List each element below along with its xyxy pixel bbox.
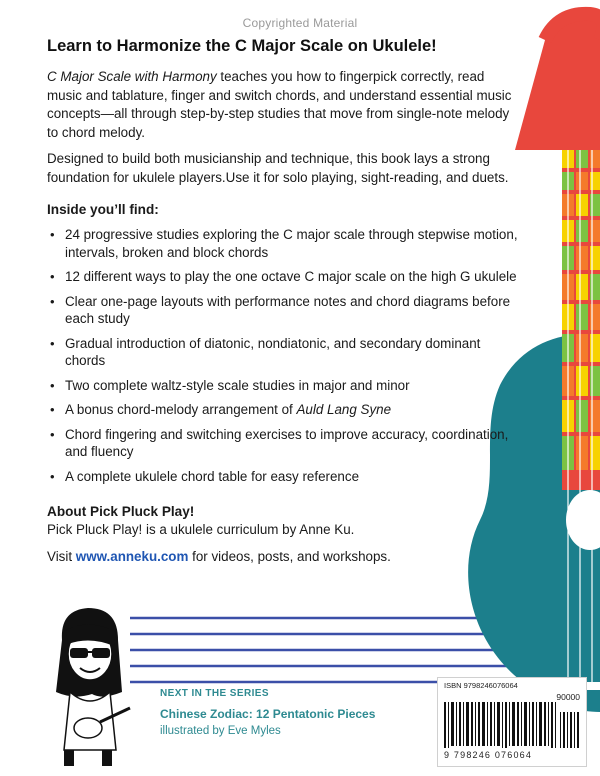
next-in-series	[160, 688, 440, 738]
list-item: • A bonus chord-melody arrangement of Auld Lang Syne	[47, 401, 522, 419]
list-item: • Gradual introduction of diatonic, nondiatonic, and secondary dominant chords	[47, 335, 522, 370]
list-item: • Chord fingering and switching exercises to improve accuracy, coordination, and fluency	[47, 426, 522, 461]
list-item: • A complete ukulele chord table for easy reference	[47, 468, 522, 486]
about-heading: About Pick Pluck Play!	[47, 504, 195, 519]
next-series-illustrator: illustrated by Eve Myles	[160, 725, 281, 737]
barcode-box	[437, 677, 587, 767]
about-text: Pick Pluck Play! is a ukulele curriculum by Anne Ku.	[47, 522, 355, 537]
isbn-label: ISBN 9798246076064	[444, 681, 518, 690]
next-series-title: Chinese Zodiac: 12 Pentatonic Pieces	[160, 707, 376, 721]
price-code: 90000	[556, 692, 580, 702]
next-series-label: NEXT IN THE SERIES	[160, 688, 269, 699]
main-content	[47, 36, 522, 566]
list-item: • Two complete waltz-style scale studies in major and minor	[47, 377, 522, 395]
barcode-icon	[444, 692, 580, 750]
list-item: • 24 progressive studies exploring the C major scale through stepwise motion, intervals, broken and block chords	[47, 226, 522, 261]
list-item: • Clear one-page layouts with performance notes and chord diagrams before each study	[47, 293, 522, 328]
intro-text: teaches you how to fingerpick correctly, read music and tablature, finger and switch chords, and understand essential music concepts—all through step-by-step studies that move from single-note melody to chord melody.	[47, 69, 512, 140]
visit-line: Visit www.anneku.com for videos, posts, and workshops.	[47, 548, 391, 564]
feature-list	[47, 226, 522, 485]
book-title-italic: C Major Scale with Harmony	[47, 69, 217, 84]
description-paragraph: Designed to build both musicianship and technique, this book lays a strong foundation for ukulele players.Use it for solo playing, sight-reading, and duets.	[47, 151, 509, 185]
inside-heading: Inside you’ll find:	[47, 202, 159, 217]
copyright-watermark: Copyrighted Material	[242, 16, 358, 30]
song-title-italic: Auld Lang Syne	[296, 402, 392, 417]
list-item: • 12 different ways to play the one octave C major scale on the high G ukulele	[47, 268, 522, 286]
website-link[interactable]: www.anneku.com	[75, 548, 189, 564]
caricature-icon	[40, 600, 135, 770]
page-heading: Learn to Harmonize the C Major Scale on Ukulele!	[47, 37, 437, 55]
intro-paragraph	[47, 68, 522, 142]
isbn-digits: 9 798246 076064	[444, 750, 533, 760]
